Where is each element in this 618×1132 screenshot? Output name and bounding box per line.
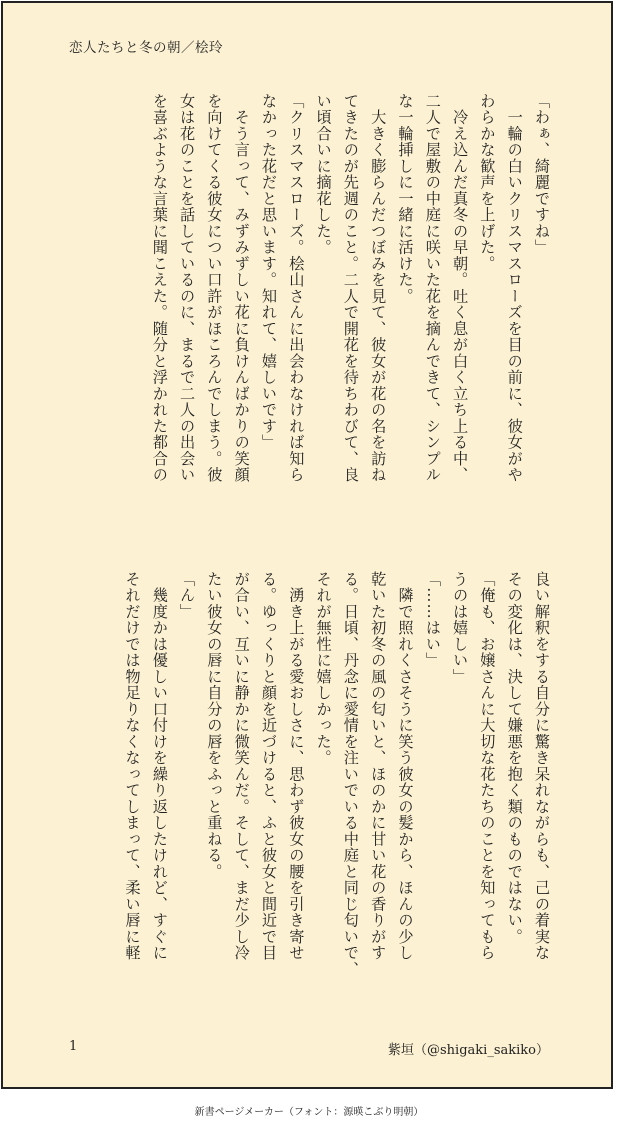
text-column: たい彼女の唇に自分の唇をふっと重ねる。 [205,571,224,880]
text-column: それが無性に嬉しかった。 [314,571,333,766]
text-column: 「わぁ、綺麗ですね」 [533,93,551,256]
text-column: 「……はい」 [423,571,442,669]
text-column: うのは嬉しい」 [451,571,470,685]
text-column: が合い、互いに静かに微笑んだ。そして、まだ少し冷 [232,571,251,961]
text-column: 女は花のことを話しているのに、まるで二人の出会い [178,93,197,483]
text-column: 「ん」 [178,571,197,620]
running-header-title: 恋人たちと冬の朝／桧玲 [69,40,223,56]
text-column: な一輪挿しに一緒に活けた。 [396,93,415,305]
text-column: 「クリスマスローズ。桧山さんに出会わなければ知ら [287,93,306,483]
text-column: てきたのが先週のこと。二人で開花を待ちわびて、良 [341,93,360,483]
text-column: る。ゆっくりと顔を近づけると、ふと彼女と間近で目 [260,571,278,961]
text-column: を向けてくる彼女につい口許がほころんでしまう。彼 [205,93,224,483]
text-column: それだけでは物足りなくなってしまって、柔い唇に軽 [123,571,142,961]
text-column: 隣で照れくさそうに笑う彼女の髪から、ほんの少し [396,571,415,961]
text-column: 「俺も、お嬢さんに大切な花たちのことを知ってもら [478,571,497,961]
text-column: なかった花だと思います。知れて、嬉しいです」 [260,93,278,451]
text-column: 幾度かは優しい口付けを繰り返したけれど、すぐに [150,571,169,961]
text-column: 冷え込んだ真冬の早朝。吐く息が白く立ち上る中、 [451,93,470,483]
text-column: い頃合いに摘花した。 [314,93,333,256]
text-column: その変化は、決して嫌悪を抱く類のものではない。 [505,571,524,945]
generator-caption: 新書ページメーカー（フォント：源暎こぶり明朝） [194,1107,424,1118]
text-column: 一輪の白いクリスマスローズを目の前に、彼女がや [505,93,524,483]
book-page [1,1,613,1089]
text-column: そう言って、みずみずしい花に負けんばかりの笑顔 [232,93,251,483]
text-column: 二人で屋敷の中庭に咲いた花を摘んできて、シンプル [423,93,442,483]
text-column: 乾いた初冬の風の匂いと、ほのかに甘い花の香りがす [369,571,388,961]
author-credit: 紫垣（@shigaki_sakiko） [388,1043,549,1058]
text-column: 湧き上がる愛おしさに、思わず彼女の腰を引き寄せ [287,571,306,961]
text-column: 良い解釈をする自分に驚き呆れながらも、己の着実な [533,571,551,961]
text-column: る。日頃、丹念に愛情を注いでいる中庭と同じ匂いで、 [341,571,360,978]
text-column: 大きく膨らんだつぼみを見て、彼女が花の名を訪ね [369,93,388,483]
text-column: を喜ぶような言葉に聞こえた。随分と浮かれた都合の [150,93,169,483]
page-number: 1 [69,1039,78,1054]
text-column: わらかな歓声を上げた。 [478,93,497,272]
